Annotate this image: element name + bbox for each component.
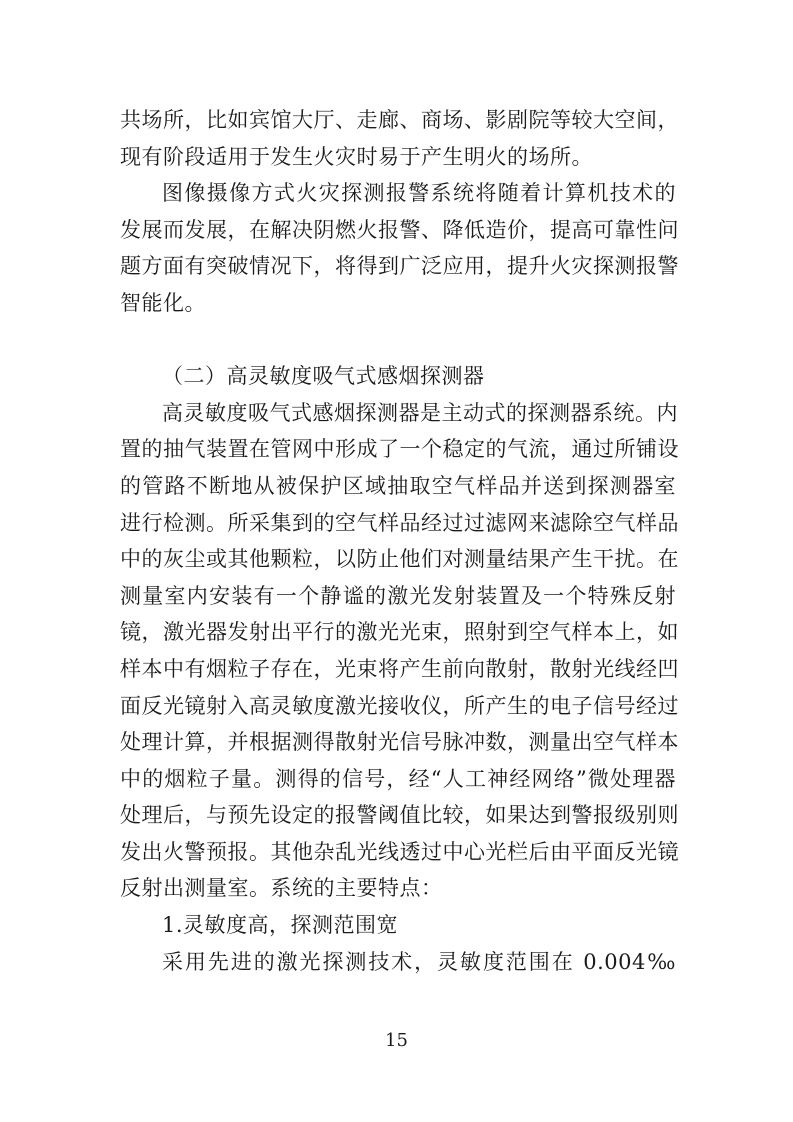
blank-line xyxy=(120,322,676,359)
text-line: 处理计算，并根据测得散射光信号脉冲数，测量出空气样本 xyxy=(120,730,679,755)
text-line: 样本中有烟粒子存在，光束将产生前向散射，散射光线经凹 xyxy=(120,656,679,681)
list-item: 1.灵敏度高，探测范围宽 xyxy=(162,913,399,938)
text-line: 高灵敏度吸气式感烟探测器是主动式的探测器系统。内 xyxy=(162,400,678,425)
text-line: 面反光镜射入高灵敏度激光接收仪，所产生的电子信号经过 xyxy=(120,693,679,718)
text-line: 采用先进的激光探测技术，灵敏度范围在 0.004‰ xyxy=(162,949,676,974)
text-line: 中的灰尘或其他颗粒，以防止他们对测量结果产生干扰。在 xyxy=(120,547,679,572)
text-line: 共场所，比如宾馆大厅、走廊、商场、影剧院等较大空间， xyxy=(120,108,679,132)
text-line: 反射出测量室。系统的主要特点： xyxy=(120,876,443,901)
text-line: 置的抽气装置在管网中形成了一个稳定的气流，通过所铺设 xyxy=(120,437,679,462)
text-line: 图像摄像方式火灾探测报警系统将随着计算机技术的 xyxy=(162,181,676,206)
text-line: 处理后，与预先设定的报警阈值比较，如果达到警报级别则 xyxy=(120,803,679,828)
text-line: 智能化。 xyxy=(120,290,206,315)
text-line: 发展而发展，在解决阴燃火报警、降低造价，提高可靠性问 xyxy=(120,217,679,242)
text-line: 测量室内安装有一个静谧的激光发射装置及一个特殊反射 xyxy=(120,583,676,608)
text-line: 进行检测。所采集到的空气样品经过过滤网来滤除空气样品 xyxy=(120,510,679,535)
section-heading: （二）高灵敏度吸气式感烟探测器 xyxy=(162,364,485,389)
text-line: 题方面有突破情况下，将得到广泛应用，提升火灾探测报警 xyxy=(120,254,679,279)
text-line: 现有阶段适用于发生火灾时易于产生明火的场所。 xyxy=(120,144,593,169)
text-line: 的管路不断地从被保护区域抽取空气样品并送到探测器室 xyxy=(120,473,676,498)
page-number: 15 xyxy=(385,1030,408,1051)
text-line: 发出火警预报。其他杂乱光线透过中心光栏后由平面反光镜 xyxy=(120,839,679,864)
page-body xyxy=(120,102,679,980)
text-line: 中的烟粒子量。测得的信号，经“人工神经网络”微处理器 xyxy=(120,766,676,791)
text-line: 镜，激光器发射出平行的激光光束，照射到空气样本上，如 xyxy=(120,620,679,645)
